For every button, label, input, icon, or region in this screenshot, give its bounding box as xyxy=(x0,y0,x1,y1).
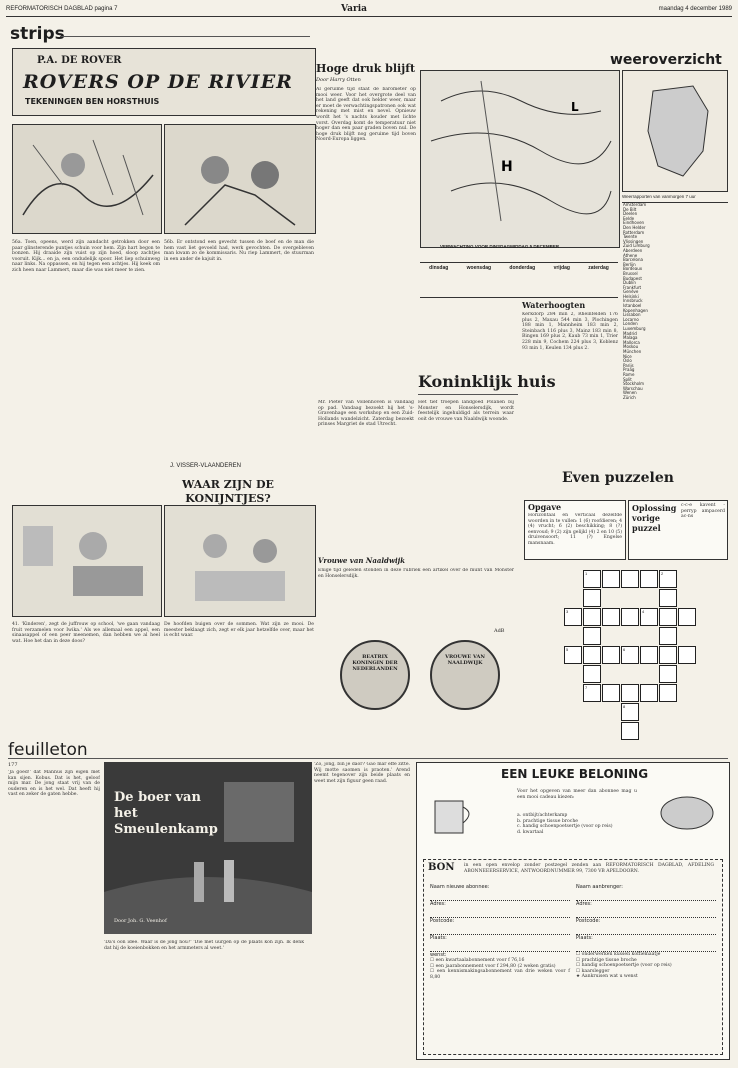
puzzle-cell-number: 7 xyxy=(585,685,588,690)
weather-location: Nice xyxy=(623,353,632,359)
puzzle-cell[interactable] xyxy=(621,608,639,626)
bon-input-naam-nieuw[interactable] xyxy=(430,890,570,901)
book-cover xyxy=(104,762,312,934)
waterhoogten-title: Waterhoogten xyxy=(522,300,586,310)
puzzle-cell-number: 2 xyxy=(661,571,664,576)
weather-map-drawing xyxy=(421,71,619,247)
beloning-intro: Voor het opgeven van meer dan abonnee mag u een mooi cadeau kiezen: xyxy=(517,789,637,800)
strips-rule xyxy=(60,36,310,37)
coin-left-text: BEATRIX KONINGIN DER NEDERLANDEN xyxy=(352,654,398,672)
weather-location: Stockholm xyxy=(623,381,645,387)
puzzle-cell[interactable] xyxy=(640,570,658,588)
header-right: maandag 4 december 1989 xyxy=(658,6,732,12)
royal-subtitle: Vrouwe van Naaldwijk xyxy=(318,556,406,565)
book-title: De boer van het Smeulenkamp xyxy=(114,790,218,837)
weather-location: Split xyxy=(623,376,632,382)
weather-map xyxy=(420,70,620,248)
weather-location: Malaga xyxy=(623,335,638,341)
puzzle-cell[interactable] xyxy=(621,684,639,702)
waar-text-2: De hoofden buigen over de sommen. Wat zijn ze mooi. De meester beklaagt zich, zegt er elk jaar hetzelfde over, maar het is echt waar. xyxy=(164,622,314,639)
bon-field-plaats-aanbrenger: Plaats: xyxy=(576,935,593,941)
bon-input-adres[interactable] xyxy=(430,907,570,918)
opgave-title: Opgave xyxy=(528,502,562,512)
puzzle-cell-number: 3 xyxy=(566,609,569,614)
puzzle-cell-number: 4 xyxy=(642,609,645,614)
coffee-cup-icon xyxy=(425,783,495,843)
puzzle-cell[interactable] xyxy=(621,570,639,588)
bon-input-postcode[interactable] xyxy=(430,924,570,935)
weather-location: Mallorca xyxy=(623,339,640,345)
weather-location: Rome xyxy=(623,371,635,377)
weather-reports-table xyxy=(622,202,728,461)
checkbox-icon[interactable]: ☐ xyxy=(576,968,582,974)
puzzle-heading: Even puzzelen xyxy=(562,470,674,486)
weather-location: Parijs xyxy=(623,362,634,368)
weather-location: Barcelona xyxy=(623,257,643,263)
star-icon: ★ xyxy=(576,974,582,980)
puzzle-cell[interactable] xyxy=(602,570,620,588)
puzzle-cell[interactable] xyxy=(583,665,601,683)
puzzle-cell[interactable] xyxy=(583,570,601,588)
strip-illustration-56a xyxy=(13,125,161,233)
puzzle-cell[interactable] xyxy=(659,684,677,702)
header-center: Varia xyxy=(341,4,367,14)
rovers-title: ROVERS OP DE RIVIER xyxy=(23,71,293,93)
svg-text:L: L xyxy=(571,100,579,114)
weather-location: Wenen xyxy=(623,390,637,396)
puzzle-cell[interactable] xyxy=(621,646,639,664)
rovers-author: P.A. DE ROVER xyxy=(37,55,122,66)
checkbox-icon[interactable]: ☐ xyxy=(576,963,582,969)
bon-choice-kaarslegger[interactable]: ☐ kaarslegger xyxy=(576,968,610,974)
puzzle-cell[interactable] xyxy=(659,608,677,626)
brooch-icon xyxy=(657,793,717,833)
bon-field-plaats: Plaats: xyxy=(430,935,447,941)
feuilleton-text-2: 'Da's oon idee. Waar is de jong nou?' 'Die met uurgen op de plaats kon zijn. Ik denk dat hij de koeienbokken en het armmeters al weet.' xyxy=(104,940,304,951)
forecast-day-3: donderdag xyxy=(509,265,536,271)
weather-byline: Door Harry Otten xyxy=(316,77,361,83)
weather-location: Genève xyxy=(623,289,639,295)
strip-illustration-56b xyxy=(165,125,315,233)
oplossing-text: c-c-e kavent -perryp ampacerd ac-ns xyxy=(681,503,725,520)
beloning-option-c: c. handig schoenpoetsertje (voor op reis) xyxy=(517,824,613,830)
bon-choice-kennismaking[interactable]: ☐ een kennismakingsabonnement van drie weken voor f 8,80 xyxy=(430,969,570,980)
checkbox-icon[interactable]: ☐ xyxy=(430,969,437,975)
puzzle-cell[interactable] xyxy=(659,570,677,588)
strip-caption-56a: 56a. Toen, opeens, werd zijn aandacht getrokken door een paar glinsterende puntjes schuin voor hem. Zijn hart begon te bonzen. Hij draaide zijn vuist op zijn hoed, sloop zachtjes vooruit. Kijk... en ja, een ondudelijk spoor. Het liep schuinweg naar links. Na oppassen, en hij tegen een achtjes. Hij keek om zich heen naar Lammert, maar die was niet meer te zien. xyxy=(12,240,160,273)
strip-panel-56b xyxy=(164,124,316,234)
bon-field-postcode-aanbrenger: Postcode: xyxy=(576,918,601,924)
rovers-artist: TEKENINGEN BEN HORSTHUIS xyxy=(25,97,160,106)
puzzle-cell[interactable] xyxy=(678,608,696,626)
waar-title: WAAR ZIJN DE KONIJNTJES? xyxy=(182,478,274,505)
beloning-option-d: d. kwartaal xyxy=(517,829,544,835)
checkbox-icon[interactable]: ☐ xyxy=(576,952,582,957)
bon-field-postcode: Postcode: xyxy=(430,918,455,924)
forecast-table xyxy=(420,262,618,298)
weather-location: Luxemburg xyxy=(623,326,646,332)
weather-location: Dublin xyxy=(623,280,636,286)
weather-location: Aberdeen xyxy=(623,247,643,253)
weather-location: Twente xyxy=(623,234,638,240)
puzzle-cell[interactable] xyxy=(640,684,658,702)
weather-location: Zürich xyxy=(623,394,636,400)
weather-location: Madrid xyxy=(623,330,637,336)
puzzle-cell[interactable] xyxy=(564,608,582,626)
header-rule xyxy=(6,16,732,17)
puzzle-cell[interactable] xyxy=(659,589,677,607)
checkbox-icon[interactable]: ☐ xyxy=(430,958,436,963)
weather-location: Lissabon xyxy=(623,312,641,318)
puzzle-cell[interactable] xyxy=(564,646,582,664)
puzzle-opgave xyxy=(524,500,626,560)
beloning-ad xyxy=(416,762,730,1060)
strips-heading: strips xyxy=(10,24,65,44)
bon-field-naam-nieuw: Naam nieuwe abonnee: xyxy=(430,884,490,890)
children-illustration xyxy=(165,506,315,616)
weather-locations xyxy=(622,203,651,401)
weather-location: Frankfurt xyxy=(623,284,642,290)
bon-choice-broche[interactable]: ☐ prachtige tissue broche xyxy=(576,957,637,963)
forecast-day-5: zaterdag xyxy=(588,265,609,271)
weather-location: Budapest xyxy=(623,275,642,281)
waterhoogten-text: Kerkdorp 284 min 2, Rheinfelden 176 plus 2, Maxau 544 min 3, Plochingen 188 min 1, Mannheim 183 min 2, Steinbach 116 plus 3, Mainz 183 min 8, Bingen 169 plus 2, Kaub 73 min 1, Trier 228 min 9, Cochem 224 plus 3, Koblenz 93 min 1, Keulen 134 plus 2. xyxy=(522,312,618,351)
puzzle-cell[interactable] xyxy=(602,646,620,664)
bon-field-wenst: wenst: xyxy=(430,952,447,958)
weather-location: Kopenhagen xyxy=(623,307,648,313)
puzzle-cell-number: 1 xyxy=(585,571,588,576)
book-author: Door Joh. G. Veenhof xyxy=(114,918,167,924)
bon-choice-kwartaal[interactable]: ☐ een kwartaalabonnement voor f 76,16 xyxy=(430,958,525,963)
weather-row xyxy=(622,396,651,401)
weather-location: Moskou xyxy=(623,344,639,350)
puzzle-cell[interactable] xyxy=(621,703,639,721)
weather-location: Helsinki xyxy=(623,293,639,299)
beloning-option-a: a. ontbijt/achterkamp xyxy=(517,813,568,818)
puzzle-grid[interactable] xyxy=(564,570,704,750)
strip-caption-56b: 56b. Er ontstond een gevecht tussen de boef en de man die hem vast liet gevoeld had, werk gevochten. De overgebleven man kwam zo de kommissaris. Nu riep Lammert, de stuurman in een ander de kajuit in. xyxy=(164,240,314,262)
bon-input-adres-aanbrenger[interactable] xyxy=(576,907,716,918)
beloning-title: EEN LEUKE BELONING xyxy=(501,767,649,781)
weather-location: Warschau xyxy=(623,385,643,391)
bon-field-adres-aanbrenger: Adres: xyxy=(576,901,592,907)
bon-form xyxy=(423,859,723,1055)
waar-author: J. VISSER-VLAANDEREN xyxy=(170,463,242,469)
weather-location: Bordeaux xyxy=(623,266,643,272)
netherlands-map xyxy=(622,70,728,192)
puzzle-cell[interactable] xyxy=(640,646,658,664)
puzzle-cell-number: 6 xyxy=(623,647,626,652)
oplossing-title: Oplossing vorige puzzel xyxy=(632,503,677,533)
coin-left xyxy=(340,640,410,710)
weather-heading: weeroverzicht xyxy=(610,52,722,68)
forecast-day-1: dinsdag xyxy=(429,265,449,271)
bon-choice-koffie[interactable]: ☐ onderwerken kussen koffiemaatje xyxy=(576,952,661,957)
map-caption: VERWACHTING VOOR DINSDAGMIDDAG 5 DECEMBER xyxy=(440,244,560,249)
opgave-text: Horizontaal en verticaal dezelfde woorden in te vullen: 1 (6) roofdieren; 4 (4) vrucht; 6 (2) beschikking; 8 (?) eenvoud; 9 (2) zijn gelijkl (4) 2 en 10 (5) druivensoort; 11 (?) Engelse mansnaam. xyxy=(528,513,622,546)
puzzle-cell[interactable] xyxy=(659,646,677,664)
weather-location: Praag xyxy=(623,367,635,373)
puzzle-cell-number: 5 xyxy=(566,647,569,652)
checkbox-icon[interactable]: ☐ xyxy=(576,957,582,963)
royal-credit: AdB xyxy=(494,628,505,634)
feuilleton-rule xyxy=(8,758,728,759)
royal-heading: Koninklijk huis xyxy=(418,372,556,391)
weather-location: Locarno xyxy=(623,316,639,322)
weather-location: Innsbruck xyxy=(623,298,643,304)
bon-title: BON xyxy=(428,862,455,873)
bon-field-adres: Adres: xyxy=(430,901,446,907)
weather-table-title: Weerrapporten van vanmorgen 7 uur xyxy=(622,194,696,199)
puzzle-cell[interactable] xyxy=(583,608,601,626)
weather-location: Oslo xyxy=(623,358,632,364)
weather-title: Hoge druk blijft xyxy=(316,62,416,75)
weather-location: De Bilt xyxy=(623,206,637,212)
weather-body: Al geruime tijd staat de barometer op mooi weer. Voor het overgrote deel van het land geeft dat ook helder weer, maar er moet de verwachtingspatronen ook wat rekening met mist en nevel. Opnieuw wordt het 's nachts kouder met lichte vorst. Overdag komt de temperatuur niet hoger dan een paar graden boven nul. De hoge druk blijft nog geruime tijd boven Noord-Europa liggen. xyxy=(316,87,416,143)
puzzle-cell[interactable] xyxy=(583,684,601,702)
farm-illustration xyxy=(104,762,312,934)
classroom-illustration xyxy=(13,506,161,616)
waar-panel-left xyxy=(12,505,162,617)
bon-input-plaats[interactable] xyxy=(430,941,570,952)
weather-location: Berlijn xyxy=(623,261,636,267)
bon-left-fields xyxy=(430,884,570,980)
beloning-option-b: b. prachtige tissue broche xyxy=(517,818,579,824)
royal-text-2: Het tief troepen landgoed Polanen bij Monster en Honselersdijk, wordt feestelijk ingehuldigd als terrein waar ooit de vrouwe van Naaldwijk woonde. xyxy=(418,400,514,422)
weather-location: Amsterdam xyxy=(623,202,647,207)
weather-location: Athene xyxy=(623,252,638,258)
header-left: REFORMATORISCH DAGBLAD pagina 7 xyxy=(6,6,118,12)
weather-location: Istanboel xyxy=(623,303,642,309)
weather-location: Zuid Limburg xyxy=(623,243,650,249)
weather-location: München xyxy=(623,349,642,354)
puzzle-cell[interactable] xyxy=(640,608,658,626)
royal-text-3: Enige tijd geleden stonden in deze rubriek een artikel over de munt van Monster en Honselersdijk. xyxy=(318,568,514,579)
rovers-title-box xyxy=(12,48,316,116)
strip-panel-56a xyxy=(12,124,162,234)
weather-location: Eindhoven xyxy=(623,220,645,226)
netherlands-outline xyxy=(623,71,727,191)
bon-input-postcode-aanbrenger[interactable] xyxy=(576,924,716,935)
checkbox-icon[interactable]: ☐ xyxy=(430,963,436,969)
puzzle-cell-number: 8 xyxy=(623,704,626,709)
weather-location: Brussel xyxy=(623,270,638,276)
royal-rule xyxy=(418,394,518,395)
coin-right xyxy=(430,640,500,710)
feuilleton-number: 177 xyxy=(8,762,18,768)
bon-note: ★ Aankruisen wat u wenst xyxy=(576,974,638,980)
puzzle-cell[interactable] xyxy=(583,646,601,664)
beloning-options xyxy=(517,813,657,835)
bon-choice-jaar[interactable]: ☐ een jaarabonnement voor f 294,80 (2 weken gratis) xyxy=(430,963,556,969)
page-header xyxy=(6,4,732,16)
feuilleton-text-1: 'Ja goed!' dat Mannus zijn eigen met kan sijen. Kobus. Dat is het, geloof mijn mar. De jong staat vrij van de ouderen en is het wel. Dat heeft hij vast en zeker de gaten hebbe. xyxy=(8,770,100,798)
bon-field-naam-aanbrenger: Naam aanbrenger: xyxy=(576,884,623,890)
bon-intro: in een open envelop zonder postzegel zenden aan REFORMATORISCH DAGBLAD, AFDELING ABONNEEERSERVICE, ANTWOORDNUMMER 99, 7300 VB APELDOORN. xyxy=(464,863,714,874)
puzzle-cell[interactable] xyxy=(621,722,639,740)
puzzle-cell[interactable] xyxy=(659,665,677,683)
puzzle-cell[interactable] xyxy=(583,589,601,607)
feuilleton-text-3: 'Zo, jong, bin je daor? Gao mar effe zitte. Wij motte saomen is praoten.' Arend neemt tegenover zijn beide plaats en weet met zijn figuur geen raad. xyxy=(314,762,410,784)
forecast-day-2: woensdag xyxy=(466,265,492,271)
feuilleton-heading: feuilleton xyxy=(8,740,88,760)
waar-panel-right xyxy=(164,505,316,617)
svg-text:H: H xyxy=(501,159,513,175)
weather-location: Den Helder xyxy=(623,224,646,230)
forecast-day-4: vrijdag xyxy=(553,265,570,271)
puzzle-cell[interactable] xyxy=(678,646,696,664)
weather-article xyxy=(316,62,416,362)
coin-right-text: VROUWE VAN NAALDWIJK xyxy=(445,654,485,666)
weather-location: Londen xyxy=(623,321,638,327)
puzzle-cell[interactable] xyxy=(583,627,601,645)
puzzle-cell[interactable] xyxy=(602,608,620,626)
bon-choice-poetser[interactable]: ☐ handig schoenpoetsertje (voor op reis) xyxy=(576,963,672,969)
puzzle-oplossing xyxy=(628,500,728,560)
puzzle-cell[interactable] xyxy=(659,627,677,645)
weather-location: Vlissingen xyxy=(623,238,644,244)
weather-location: Deelen xyxy=(623,211,638,217)
bon-input-naam-aanbrenger[interactable] xyxy=(576,890,716,901)
weather-location: Rotterdam xyxy=(623,229,645,235)
bon-input-plaats-aanbrenger[interactable] xyxy=(576,941,716,952)
bon-right-fields xyxy=(576,884,716,980)
puzzle-cell[interactable] xyxy=(602,684,620,702)
royal-text-1: Mr. Pieter van Vollenhoven is vandaag op pad. Vandaag bezoekt hij het 's-Gravenhage een workshop en een Zuid-Hollands wandelzicht. Zaterdag bezoekt prinses Margriet de stad Utrecht. xyxy=(318,400,414,428)
waar-text-1: 41. 'Kinderen', zegt de juffrouw op school, 'we gaan vandaag fruit verzamelen voor Iwika.' Als we allemaal een appel, een sinaasappel of een peer meenemen, dan hebben we al heel wat. Hoe het dan in deze doos? xyxy=(12,622,160,644)
weather-location: Eelde xyxy=(623,215,635,221)
